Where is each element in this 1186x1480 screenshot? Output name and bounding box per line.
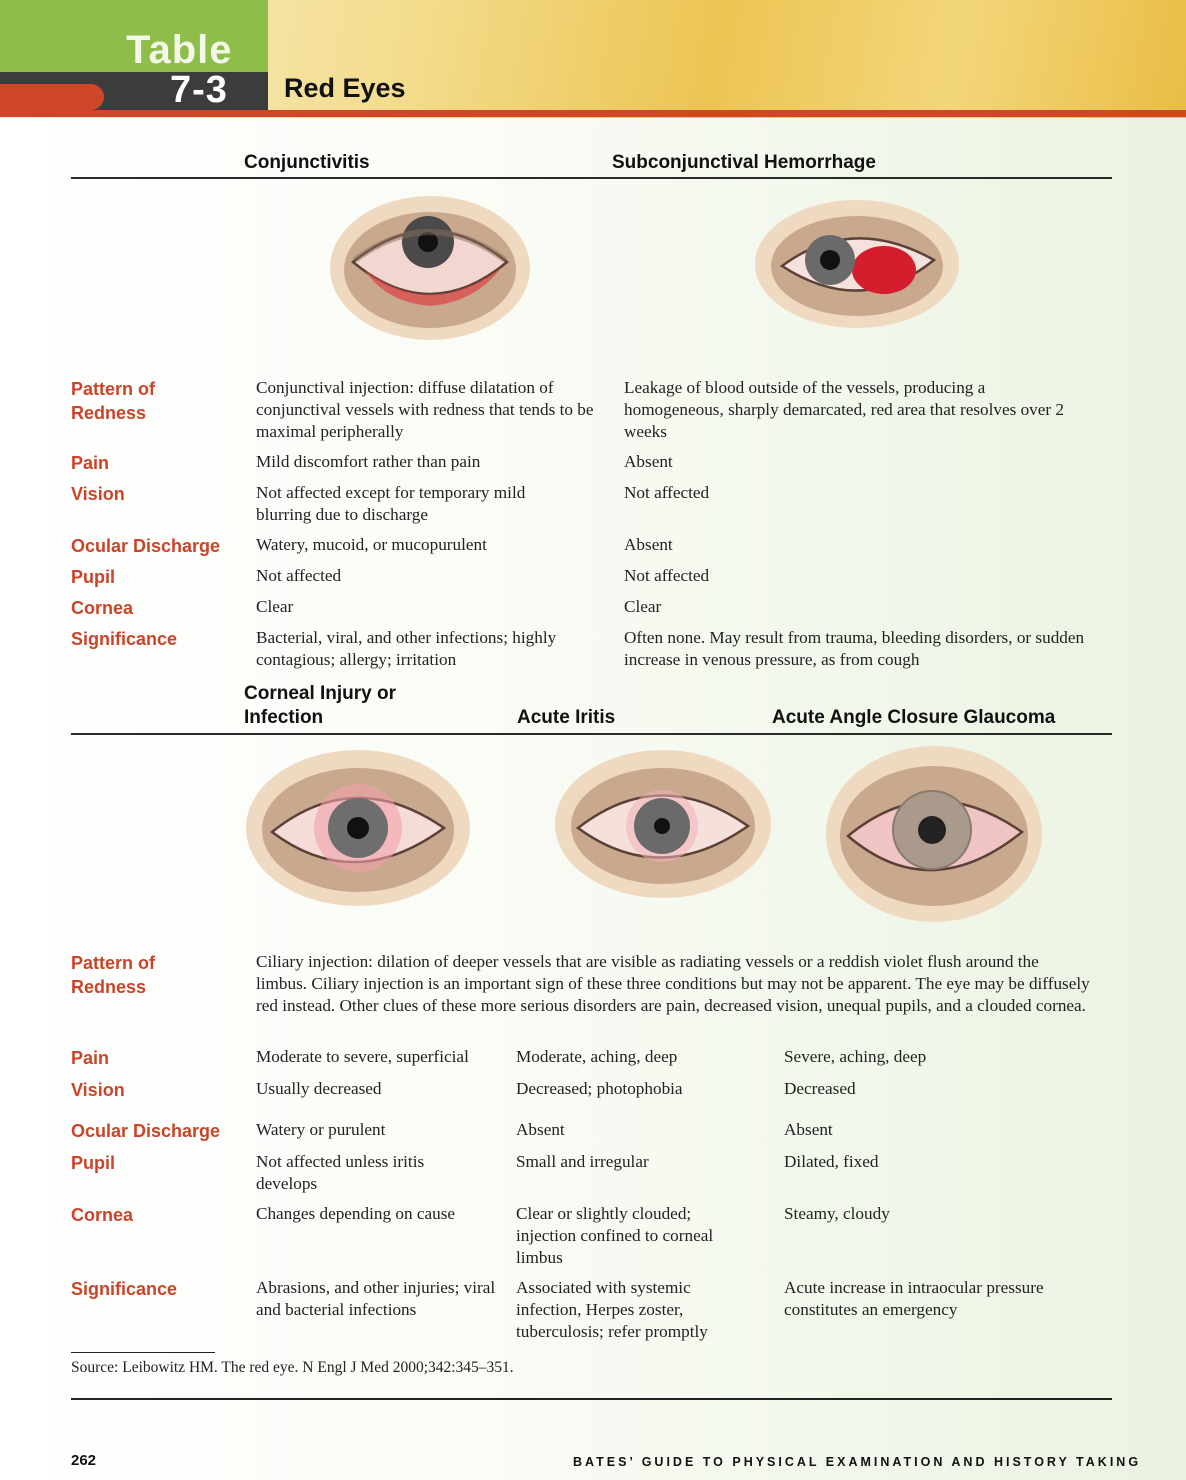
hemorrhage-significance: Often none. May result from trauma, bleeding disorders, or sudden increase in venous pressure, as from cough bbox=[624, 628, 1085, 669]
header-red-tab bbox=[0, 84, 104, 110]
row-label-vision-1: Vision bbox=[71, 484, 125, 504]
conjunctivitis-vision: Not affected except for temporary mild blurring due to discharge bbox=[256, 483, 526, 524]
hemorrhage-pattern: Leakage of blood outside of the vessels, producing a homogeneous, sharply demarcated, red area that resolves over 2 weeks bbox=[624, 378, 1065, 441]
row-label-ocular-discharge-1: Ocular Discharge bbox=[71, 536, 221, 556]
row-label-ocular-discharge-2: Ocular Discharge bbox=[71, 1121, 221, 1141]
corneal-pupil: Not affected unless iritis develops bbox=[256, 1152, 425, 1193]
glaucoma-pupil: Dilated, fixed bbox=[784, 1152, 879, 1171]
heading-corneal-injury: Corneal Injury or Infection bbox=[244, 683, 397, 728]
corneal-cornea: Changes depending on cause bbox=[256, 1204, 456, 1223]
glaucoma-significance: Acute increase in intraocular pressure constitutes an emergency bbox=[784, 1278, 1044, 1319]
hemorrhage-discharge: Absent bbox=[624, 535, 673, 554]
row-label-significance-2: Significance bbox=[71, 1279, 178, 1299]
section1-rule bbox=[71, 177, 1112, 179]
conjunctivitis-pain: Mild discomfort rather than pain bbox=[256, 452, 481, 471]
footer-rule bbox=[71, 1398, 1112, 1400]
row-label-pupil-1: Pupil bbox=[71, 567, 115, 587]
hemorrhage-cornea: Clear bbox=[624, 597, 662, 616]
conjunctivitis-cornea: Clear bbox=[256, 597, 294, 616]
table-number: 7-3 bbox=[170, 69, 228, 111]
iritis-significance: Associated with systemic infection, Herpes zoster, tuberculosis; refer promptly bbox=[516, 1278, 708, 1341]
book-title: BATES’ GUIDE TO PHYSICAL EXAMINATION AND HISTORY TAKING bbox=[573, 1455, 1142, 1469]
iritis-cornea: Clear or slightly clouded; injection confined to corneal limbus bbox=[516, 1204, 714, 1267]
glaucoma-pain: Severe, aching, deep bbox=[784, 1047, 927, 1066]
conjunctivitis-eye-illustration bbox=[325, 190, 535, 360]
row-label-cornea-1: Cornea bbox=[71, 598, 134, 618]
subconjunctival-hemorrhage-eye-illustration bbox=[752, 196, 962, 336]
heading-subconjunctival-hemorrhage: Subconjunctival Hemorrhage bbox=[612, 152, 876, 173]
corneal-vision: Usually decreased bbox=[256, 1079, 382, 1098]
conjunctivitis-significance: Bacterial, viral, and other infections; highly contagious; allergy; irritation bbox=[256, 628, 557, 669]
heading-conjunctivitis: Conjunctivitis bbox=[244, 152, 370, 173]
glaucoma-discharge: Absent bbox=[784, 1120, 833, 1139]
acute-glaucoma-eye-illustration bbox=[824, 742, 1044, 928]
corneal-injury-eye-illustration bbox=[244, 748, 472, 918]
source-citation: Source: Leibowitz HM. The red eye. N Engl J Med 2000;342:345–351. bbox=[71, 1359, 514, 1376]
iritis-discharge: Absent bbox=[516, 1120, 565, 1139]
iritis-pupil: Small and irregular bbox=[516, 1152, 649, 1171]
iritis-vision: Decreased; photophobia bbox=[516, 1079, 683, 1098]
hemorrhage-pain: Absent bbox=[624, 452, 673, 471]
ciliary-injection-pattern: Ciliary injection: dilation of deeper vessels that are visible as radiating vessels or a reddish violet flush around the limbus. Ciliary injection is an important sign of these three conditions but may not be apparent. The eye may be diffusely red instead. Other clues of these more serious disorders are pain, decreased vision, unequal pupils, and a clouded cornea. bbox=[256, 952, 1090, 1015]
corneal-significance: Abrasions, and other injuries; viral and bacterial infections bbox=[256, 1278, 496, 1319]
heading-acute-iritis: Acute Iritis bbox=[517, 707, 616, 728]
row-label-significance-1: Significance bbox=[71, 629, 178, 649]
heading-acute-glaucoma: Acute Angle Closure Glaucoma bbox=[772, 707, 1056, 728]
table-word: Table bbox=[126, 28, 233, 72]
hemorrhage-pupil: Not affected bbox=[624, 566, 710, 585]
conjunctivitis-pattern: Conjunctival injection: diffuse dilatation of conjunctival vessels with redness that tends to be maximal peripherally bbox=[256, 378, 594, 441]
row-label-pattern-of-redness-2: Pattern of Redness bbox=[71, 953, 156, 997]
row-label-pupil-2: Pupil bbox=[71, 1153, 115, 1173]
row-label-pain-2: Pain bbox=[71, 1048, 110, 1068]
corneal-discharge: Watery or purulent bbox=[256, 1120, 386, 1139]
page-number: 262 bbox=[71, 1452, 97, 1469]
row-label-cornea-2: Cornea bbox=[71, 1205, 134, 1225]
glaucoma-vision: Decreased bbox=[784, 1079, 856, 1098]
hemorrhage-vision: Not affected bbox=[624, 483, 710, 502]
iritis-pain: Moderate, aching, deep bbox=[516, 1047, 678, 1066]
source-rule bbox=[71, 1352, 215, 1353]
conjunctivitis-pupil: Not affected bbox=[256, 566, 342, 585]
corneal-pain: Moderate to severe, superficial bbox=[256, 1047, 469, 1066]
acute-iritis-eye-illustration bbox=[552, 746, 774, 906]
row-label-pain-1: Pain bbox=[71, 453, 110, 473]
row-label-vision-2: Vision bbox=[71, 1080, 125, 1100]
page-title: Red Eyes bbox=[284, 73, 406, 103]
section2-rule bbox=[71, 733, 1112, 735]
row-label-pattern-of-redness-1: Pattern of Redness bbox=[71, 379, 156, 423]
glaucoma-cornea: Steamy, cloudy bbox=[784, 1204, 890, 1223]
conjunctivitis-discharge: Watery, mucoid, or mucopurulent bbox=[256, 535, 487, 554]
